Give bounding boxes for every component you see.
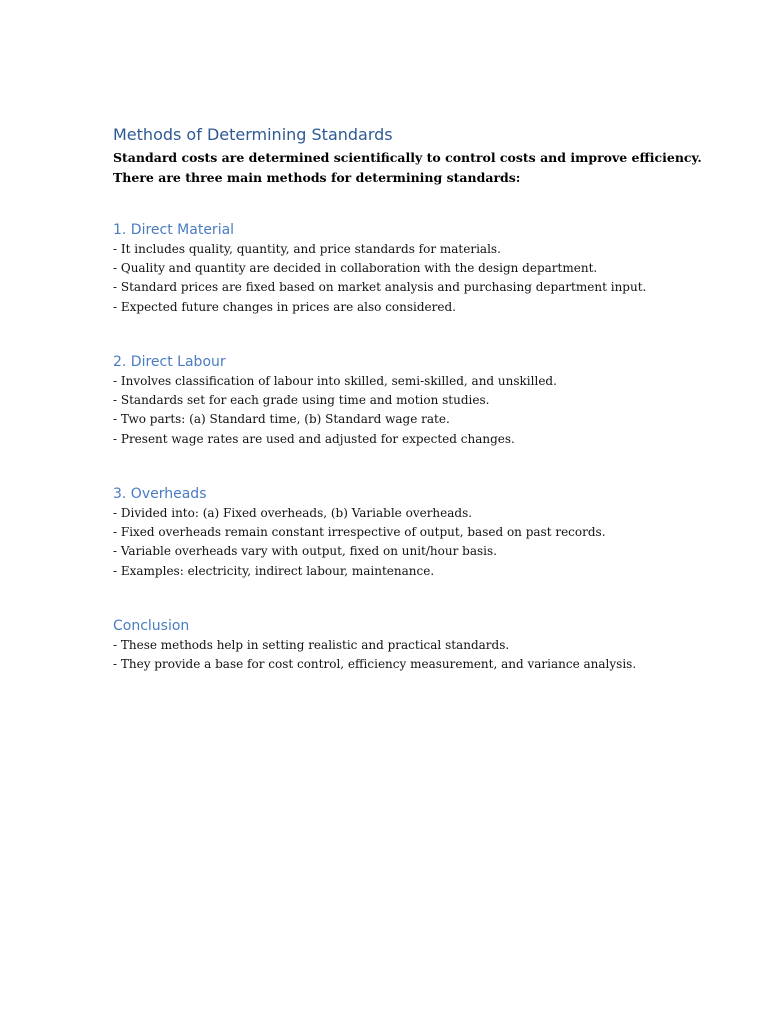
section-heading: Conclusion: [113, 618, 190, 634]
list-item: - Present wage rates are used and adjusted for expected changes.: [113, 431, 515, 446]
list-item: - Quality and quantity are decided in collaboration with the design department.: [113, 261, 598, 276]
document-title: Methods of Determining Standards: [113, 125, 393, 144]
list-item: - Standards set for each grade using time and motion studies.: [113, 393, 490, 408]
list-item: - It includes quality, quantity, and price standards for materials.: [113, 242, 501, 256]
intro-line: There are three main methods for determining standards:: [113, 169, 521, 185]
list-item: - Divided into: (a) Fixed overheads, (b) Variable overheads.: [113, 506, 473, 520]
list-item: - Variable overheads vary with output, fixed on unit/hour basis.: [113, 544, 497, 559]
list-item: - Expected future changes in prices are also considered.: [113, 299, 456, 314]
list-item: - Fixed overheads remain constant irrespective of output, based on past records.: [113, 525, 606, 540]
section-heading: 1. Direct Material: [113, 222, 235, 238]
list-item: - Examples: electricity, indirect labour, maintenance.: [113, 563, 435, 578]
list-item: - These methods help in setting realistic and practical standards.: [113, 638, 510, 652]
list-item: - Involves classification of labour into skilled, semi-skilled, and unskilled.: [113, 374, 557, 388]
section-direct-labour: [113, 352, 733, 449]
intro-line: Standard costs are determined scientifically to control costs and improve efficiency.: [113, 150, 702, 165]
section-conclusion: [113, 616, 733, 674]
section-direct-material: [113, 220, 733, 317]
list-item: - They provide a base for cost control, efficiency measurement, and variance analysis.: [113, 657, 637, 672]
list-item: - Standard prices are fixed based on market analysis and purchasing department input.: [113, 280, 647, 295]
section-heading: 3. Overheads: [113, 486, 207, 502]
section-overheads: [113, 484, 733, 581]
list-item: - Two parts: (a) Standard time, (b) Standard wage rate.: [113, 412, 450, 427]
section-heading: 2. Direct Labour: [113, 354, 226, 370]
document-page: [113, 124, 733, 672]
